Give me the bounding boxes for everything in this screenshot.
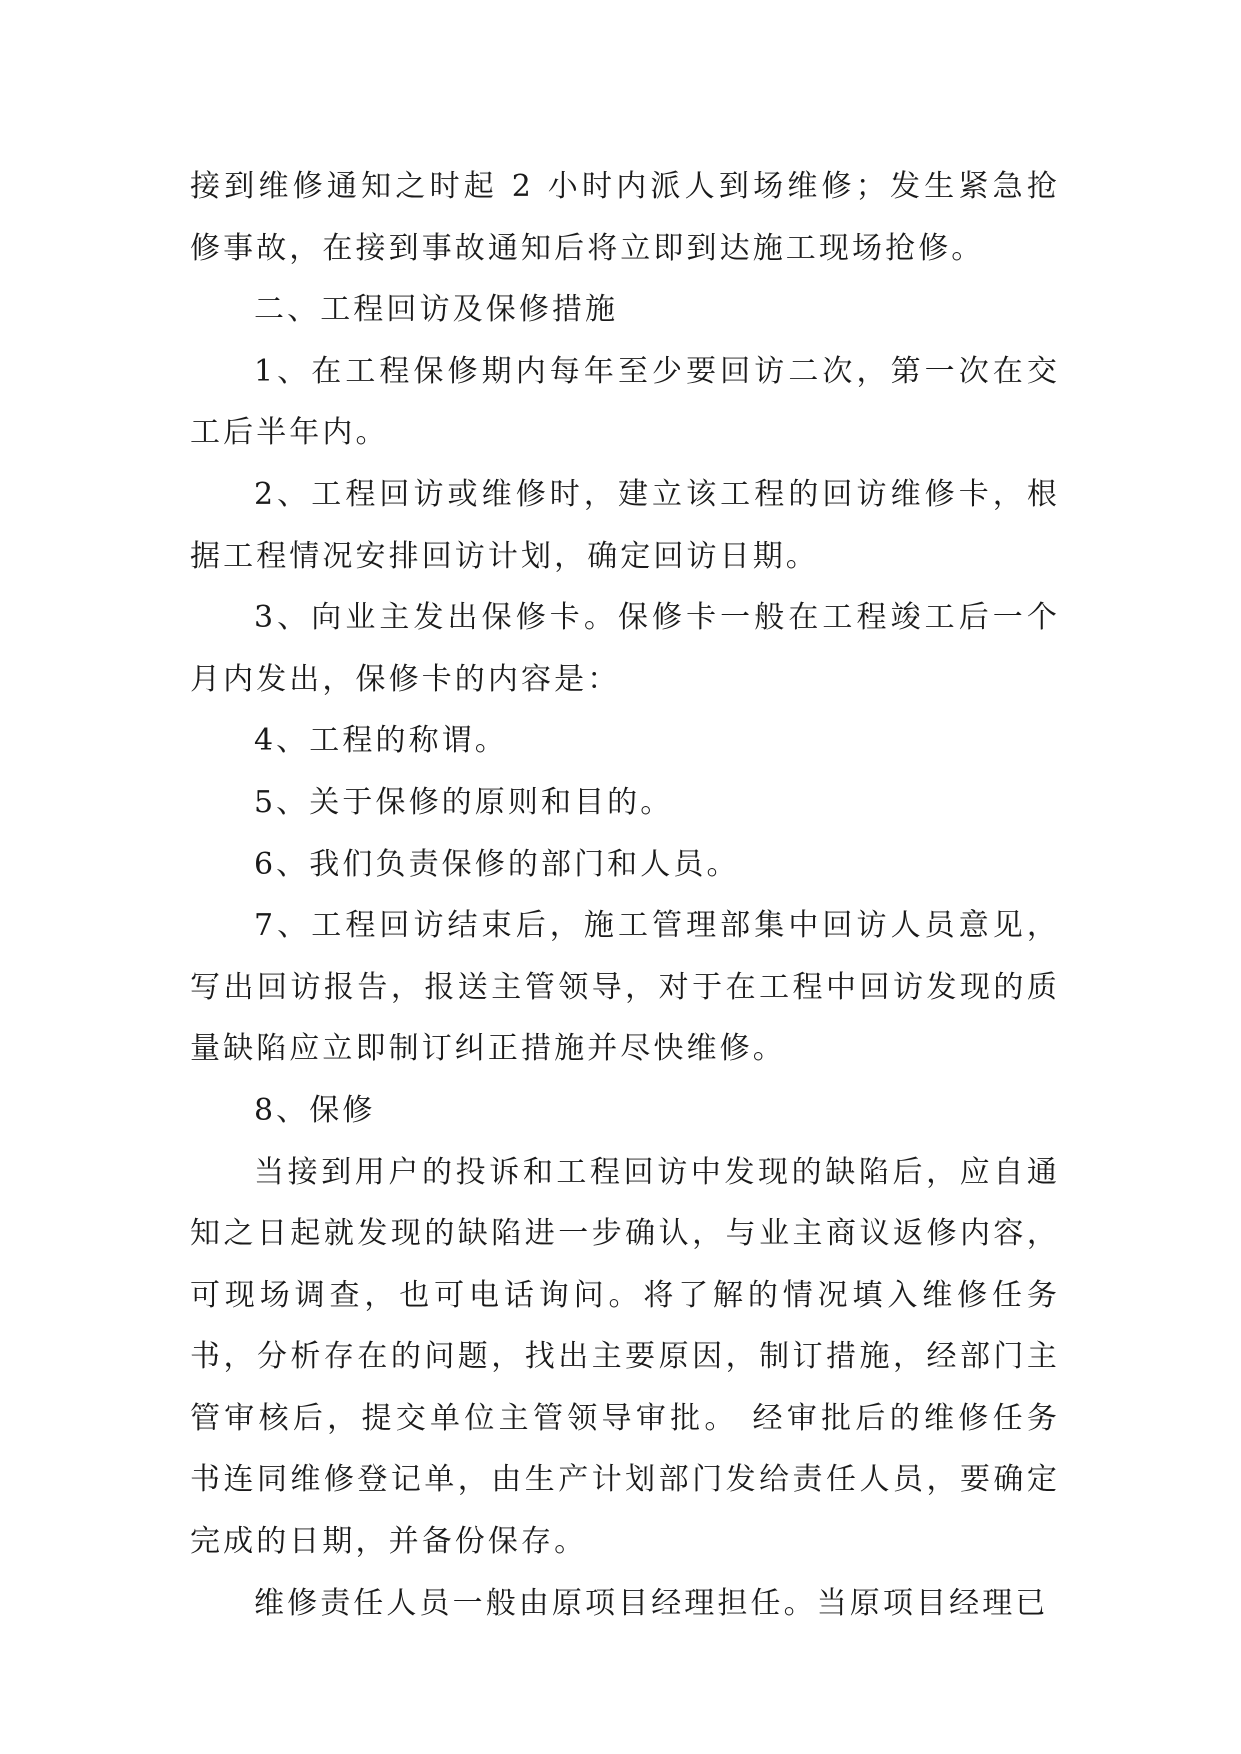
list-item-3: 3、向业主发出保修卡。保修卡一般在工程竣工后一个月内发出，保修卡的内容是： [190,600,1060,697]
list-item-5: 5、关于保修的原则和目的。 [254,784,674,820]
paragraph-responsible-personnel: 维修责任人员一般由原项目经理担任。当原项目经理已 [254,1585,1049,1621]
list-item-6: 6、我们负责保修的部门和人员。 [254,846,740,882]
paragraph-repair-response: 接到维修通知之时起 2 小时内派人到场维修；发生紧急抢修事故，在接到事故通知后将立即到达施工现场抢修。 [190,169,1060,266]
list-item-2: 2、工程回访或维修时，建立该工程的回访维修卡，根据工程情况安排回访计划，确定回访日期。 [190,476,1060,574]
list-item-1: 1、在工程保修期内每年至少要回访二次，第一次在交工后半年内。 [190,353,1060,451]
document-body [190,156,1060,1634]
section-heading-revisit-warranty: 二、工程回访及保修措施 [254,292,619,328]
list-item-8: 8、保修 [254,1092,376,1128]
paragraph-defect-handling: 当接到用户的投诉和工程回访中发现的缺陷后，应自通知之日起就发现的缺陷进一步确认，与业主商议返修内容，可现场调查，也可电话询问。将了解的情况填入维修任务书，分析存在的问题，找出主要原因，制订措施，经部门主管审核后，提交单位主管领导审批。 经审批后的维修任务书连同维修登记单，由生产计划部门发给责任人员，要确定完成的日期，并备份保存。 [190,1154,1060,1560]
list-item-4: 4、工程的称谓。 [254,723,508,759]
list-item-7: 7、工程回访结束后，施工管理部集中回访人员意见，写出回访报告，报送主管领导，对于在工程中回访发现的质量缺陷应立即制订纠正措施并尽快维修。 [190,908,1060,1067]
